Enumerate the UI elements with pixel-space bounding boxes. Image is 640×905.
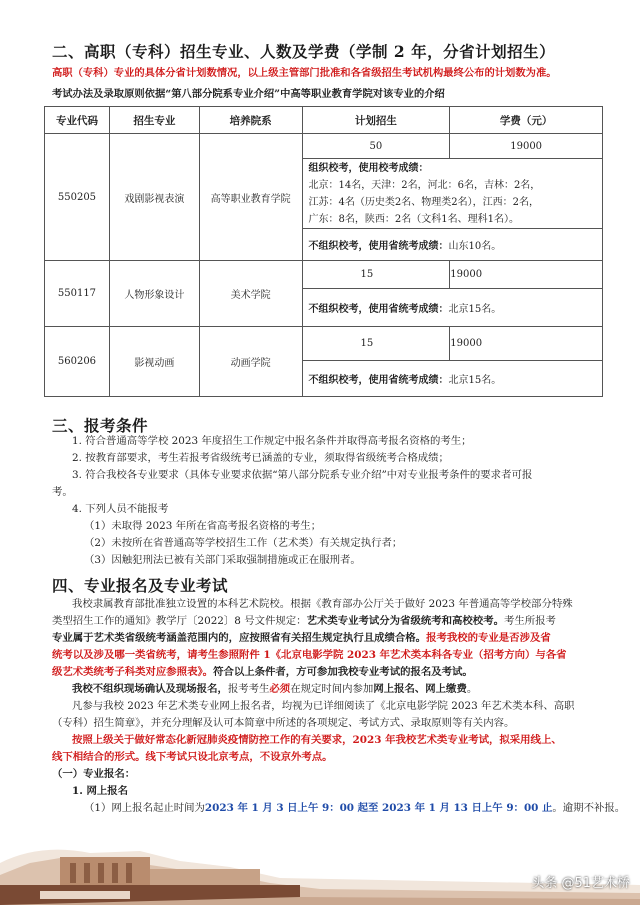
section3-sub-item: （3）因触犯刑法已被有关部门采取强制措施或正在服刑者。 <box>84 554 361 566</box>
section4-text: 。逾期不补报。 <box>552 802 626 814</box>
cell-code: 550117 <box>45 261 110 327</box>
cell-non-org-exam <box>302 229 603 261</box>
cell-plan: 50 <box>302 134 450 159</box>
table-row <box>45 261 603 289</box>
section3-sub-item: （2）未按所在省普通高等学校招生工作（艺术类）有关规定执行者； <box>84 537 403 549</box>
cell-fee: 19000 <box>450 327 603 361</box>
section3-item: 2. 按教育部要求，考生若报考省级统考已涵盖的专业，须取得省级统考合格成绩； <box>72 452 449 464</box>
section3-item: 1. 符合普通高等学校 2023 年度招生工作规定中报名条件并取得高考报名资格的考生； <box>72 435 472 447</box>
header-plan: 计划招生 <box>302 107 450 134</box>
section4-text: 在规定时间内参加 <box>290 683 374 695</box>
section4-text: 类型招生工作的通知》教学厅〔2022〕8 号文件规定： <box>52 615 307 627</box>
section4-bold-text: 我校不组织现场确认及现场报名， <box>72 683 228 695</box>
section4-bold-text: 艺术类专业考试分为省级统考和高校校考。 <box>306 615 504 627</box>
online-registration-period: 2023 年 1 月 3 日上午 9：00 起至 2023 年 1 月 13 日上午 9：00 止 <box>204 802 553 814</box>
cell-fee: 19000 <box>450 261 603 289</box>
section2-red-note: 高职（专科）专业的具体分省计划数情况，以上级主管部门批准和各省级招生考试机构最终公布的计划数为准。 <box>52 67 557 79</box>
cell-non-org-exam <box>302 361 603 397</box>
section4-red-text: 必须 <box>269 683 291 695</box>
header-code: 专业代码 <box>45 107 110 134</box>
section3-item4: 4. 下列人员不能报考 <box>72 503 169 515</box>
section4-para: 凡参与我校 2023 年艺术类专业网上报名者，均视为已详细阅读了《北京电影学院 2023 年艺术类本科、高职 <box>72 700 575 712</box>
section4-para <box>52 664 473 681</box>
section4-red-text: 线下相结合的形式。线下考试只设北京考点，不设京外考点。 <box>52 751 333 763</box>
org-exam-line: 广东：8名，陕西：2名（文科1名、理科1名）。 <box>308 213 519 225</box>
cell-college: 美术学院 <box>199 261 302 327</box>
non-org-title: 不组织校考，使用省统考成绩： <box>308 241 449 252</box>
org-exam-line: 北京：14名，天津：2名，河北：6名，吉林：2名， <box>308 179 541 191</box>
cell-code: 560206 <box>45 327 110 397</box>
section4-para: （专科）招生简章》，并充分理解及认可本简章中所述的各项规定、考试方式、录取原则等有关内容。 <box>52 717 515 729</box>
non-org-title: 不组织校考，使用省统考成绩： <box>308 304 449 315</box>
section4-red-text: 按照上级关于做好常态化新冠肺炎疫情防控工作的有关要求，2023 年我校艺术类专业考试，拟采用线上、 <box>72 734 562 746</box>
non-org-value: 北京15名。 <box>448 304 502 315</box>
section4-red-text: 统考以及涉及哪一类省统考，请考生参照附件 1《北京电影学院 2023 年艺术类本科各专业（招考方向）与各省 <box>52 649 567 661</box>
section4-text: 考生所报考 <box>503 615 556 627</box>
section4-text: 报考考生 <box>227 683 270 695</box>
cell-college: 高等职业教育学院 <box>199 134 302 261</box>
campus-illustration <box>0 823 640 905</box>
header-college: 培养院系 <box>199 107 302 134</box>
section4-online-line <box>84 800 625 817</box>
section4-bold-text: 网上报名、网上缴费 <box>373 683 467 695</box>
table-row <box>45 134 603 159</box>
cell-college: 动画学院 <box>199 327 302 397</box>
non-org-value: 北京15名。 <box>448 375 502 386</box>
section3-item: 3. 符合我校各专业要求（具体专业要求依据“第八部分院系专业介绍”中对专业报考条件的要求者可报 <box>72 469 533 481</box>
table-header-row <box>45 107 603 134</box>
cell-org-exam <box>302 159 603 229</box>
section3-sub-item: （1）未取得 2023 年所在省高考报名资格的考生； <box>84 520 322 532</box>
cell-non-org-exam <box>302 289 603 327</box>
section2-exam-note: 考试办法及录取原则依据“第八部分院系专业介绍”中高等职业教育学院对该专业的介绍 <box>52 88 445 100</box>
header-major: 招生专业 <box>109 107 199 134</box>
section4-para <box>52 630 551 647</box>
section4-bold-text: 符合以上条件者，方可参加我校专业考试的报名及考试。 <box>213 666 473 678</box>
section3-title: 三、报考条件 <box>52 416 149 435</box>
section4-title: 四、专业报名及专业考试 <box>52 576 229 595</box>
cell-fee: 19000 <box>450 134 603 159</box>
cell-major: 影视动画 <box>109 327 199 397</box>
section4-text: 。 <box>466 683 478 695</box>
org-exam-title: 组织校考，使用校考成绩： <box>308 162 429 174</box>
section4-subheading: （一）专业报名： <box>52 768 136 780</box>
section4-para <box>52 613 556 630</box>
cell-plan: 15 <box>302 261 450 289</box>
org-exam-line: 江苏：4名（历史类2名、物理类2名），江西：2名， <box>308 196 539 208</box>
cell-major: 戏剧影视表演 <box>109 134 199 261</box>
cell-plan: 15 <box>302 327 450 361</box>
section4-para <box>72 681 477 698</box>
cell-code: 550205 <box>45 134 110 261</box>
section4-red-text: 报考我校的专业是否涉及省 <box>426 632 551 644</box>
non-org-title: 不组织校考，使用省统考成绩： <box>308 375 449 386</box>
section2-title: 二、高职（专科）招生专业、人数及学费（学制 2 年，分省计划招生） <box>52 42 556 61</box>
enrollment-table <box>44 106 603 397</box>
header-fee: 学费（元） <box>450 107 603 134</box>
section4-bold-text: 专业属于艺术类省级统考涵盖范围内的，应按照省有关招生规定执行且成绩合格。 <box>52 632 427 644</box>
section4-subheading: 1. 网上报名 <box>72 785 129 797</box>
table-row <box>45 327 603 361</box>
non-org-value: 山东10名。 <box>448 241 502 252</box>
section4-para: 我校隶属教育部批准独立设置的本科艺术院校。根据《教育部办公厅关于做好 2023 年普通高等学校部分特殊 <box>72 598 573 610</box>
section4-text: （1）网上报名起止时间为 <box>84 802 205 814</box>
section4-red-text: 级艺术类统考子科类对应参照表》。 <box>52 666 214 678</box>
section3-item: 考。 <box>52 486 73 498</box>
watermark: 头条 @51艺术桥 <box>531 876 630 891</box>
cell-major: 人物形象设计 <box>109 261 199 327</box>
